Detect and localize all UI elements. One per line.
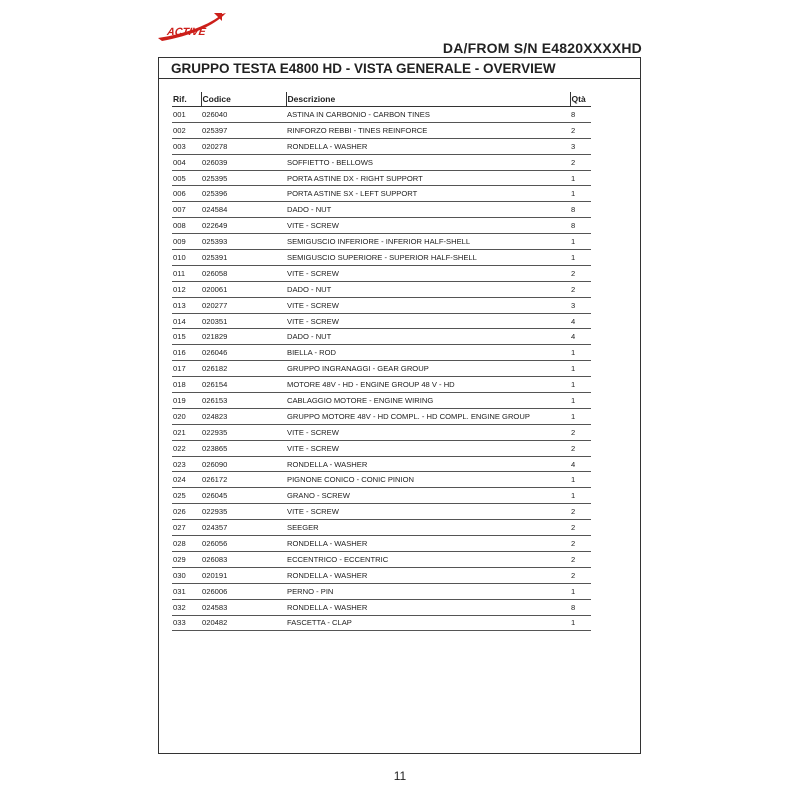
cell-quantity: 1	[570, 583, 591, 599]
cell-ref: 001	[172, 107, 201, 123]
cell-code: 026006	[201, 583, 286, 599]
table-row	[172, 186, 591, 202]
cell-description: FASCETTA - CLAP	[286, 615, 570, 631]
table-row	[172, 281, 591, 297]
cell-quantity: 3	[570, 138, 591, 154]
cell-ref: 002	[172, 122, 201, 138]
cell-code: 024583	[201, 599, 286, 615]
parts-table	[172, 92, 591, 631]
cell-quantity: 1	[570, 393, 591, 409]
cell-ref: 013	[172, 297, 201, 313]
cell-code: 020277	[201, 297, 286, 313]
cell-ref: 030	[172, 567, 201, 583]
parts-list-frame	[158, 57, 641, 754]
cell-ref: 019	[172, 393, 201, 409]
cell-description: DADO - NUT	[286, 202, 570, 218]
cell-code: 026154	[201, 377, 286, 393]
cell-quantity: 8	[570, 107, 591, 123]
cell-quantity: 4	[570, 456, 591, 472]
cell-quantity: 2	[570, 122, 591, 138]
table-row	[172, 297, 591, 313]
cell-description: VITE - SCREW	[286, 440, 570, 456]
cell-quantity: 1	[570, 408, 591, 424]
table-row	[172, 599, 591, 615]
cell-description: VITE - SCREW	[286, 297, 570, 313]
cell-code: 025393	[201, 234, 286, 250]
cell-quantity: 2	[570, 265, 591, 281]
cell-description: PORTA ASTINE DX - RIGHT SUPPORT	[286, 170, 570, 186]
cell-ref: 026	[172, 504, 201, 520]
cell-code: 026172	[201, 472, 286, 488]
cell-description: MOTORE 48V - HD - ENGINE GROUP 48 V - HD	[286, 377, 570, 393]
cell-code: 026056	[201, 536, 286, 552]
cell-code: 020061	[201, 281, 286, 297]
table-row	[172, 250, 591, 266]
parts-table-body	[172, 107, 591, 631]
cell-quantity: 2	[570, 281, 591, 297]
cell-description: VITE - SCREW	[286, 218, 570, 234]
table-row	[172, 377, 591, 393]
cell-description: VITE - SCREW	[286, 504, 570, 520]
cell-code: 022935	[201, 424, 286, 440]
table-row	[172, 520, 591, 536]
page-number: 11	[393, 769, 407, 783]
table-row	[172, 202, 591, 218]
table-row	[172, 154, 591, 170]
cell-description: RONDELLA - WASHER	[286, 138, 570, 154]
cell-ref: 031	[172, 583, 201, 599]
cell-description: PERNO - PIN	[286, 583, 570, 599]
table-row	[172, 313, 591, 329]
cell-ref: 027	[172, 520, 201, 536]
cell-ref: 028	[172, 536, 201, 552]
column-header-description: Descrizione	[286, 92, 570, 107]
table-header-row	[172, 92, 591, 107]
cell-description: GRUPPO MOTORE 48V - HD COMPL. - HD COMPL. ENGINE GROUP	[286, 408, 570, 424]
cell-description: RONDELLA - WASHER	[286, 599, 570, 615]
table-row	[172, 456, 591, 472]
cell-description: DADO - NUT	[286, 281, 570, 297]
table-row	[172, 393, 591, 409]
cell-ref: 010	[172, 250, 201, 266]
cell-code: 020191	[201, 567, 286, 583]
cell-quantity: 2	[570, 424, 591, 440]
table-row	[172, 107, 591, 123]
table-row	[172, 567, 591, 583]
cell-quantity: 1	[570, 170, 591, 186]
cell-ref: 006	[172, 186, 201, 202]
table-row	[172, 138, 591, 154]
cell-quantity: 2	[570, 551, 591, 567]
cell-description: PIGNONE CONICO - CONIC PINION	[286, 472, 570, 488]
table-row	[172, 551, 591, 567]
cell-ref: 009	[172, 234, 201, 250]
table-row	[172, 218, 591, 234]
cell-description: VITE - SCREW	[286, 424, 570, 440]
table-row	[172, 615, 591, 631]
cell-description: SEEGER	[286, 520, 570, 536]
cell-code: 026045	[201, 488, 286, 504]
cell-ref: 029	[172, 551, 201, 567]
table-row	[172, 536, 591, 552]
column-header-quantity: Qtà	[570, 92, 591, 107]
cell-quantity: 1	[570, 186, 591, 202]
cell-code: 026153	[201, 393, 286, 409]
cell-description: GRUPPO INGRANAGGI - GEAR GROUP	[286, 361, 570, 377]
cell-code: 026083	[201, 551, 286, 567]
cell-quantity: 4	[570, 313, 591, 329]
cell-code: 022649	[201, 218, 286, 234]
table-row	[172, 504, 591, 520]
cell-quantity: 1	[570, 377, 591, 393]
active-logo	[156, 12, 246, 42]
cell-ref: 022	[172, 440, 201, 456]
cell-quantity: 1	[570, 472, 591, 488]
cell-ref: 015	[172, 329, 201, 345]
cell-quantity: 2	[570, 504, 591, 520]
cell-ref: 033	[172, 615, 201, 631]
cell-code: 025396	[201, 186, 286, 202]
cell-ref: 005	[172, 170, 201, 186]
serial-range-label: DA/FROM S/N E4820XXXXHD	[442, 40, 642, 56]
cell-ref: 025	[172, 488, 201, 504]
cell-ref: 014	[172, 313, 201, 329]
table-row	[172, 234, 591, 250]
table-row	[172, 265, 591, 281]
cell-code: 024584	[201, 202, 286, 218]
cell-code: 025391	[201, 250, 286, 266]
cell-description: RONDELLA - WASHER	[286, 536, 570, 552]
cell-quantity: 1	[570, 488, 591, 504]
cell-ref: 007	[172, 202, 201, 218]
cell-code: 022935	[201, 504, 286, 520]
table-row	[172, 583, 591, 599]
cell-code: 026040	[201, 107, 286, 123]
cell-code: 020482	[201, 615, 286, 631]
cell-quantity: 1	[570, 250, 591, 266]
cell-code: 021829	[201, 329, 286, 345]
cell-description: SEMIGUSCIO SUPERIORE - SUPERIOR HALF-SHELL	[286, 250, 570, 266]
cell-description: RINFORZO REBBI - TINES REINFORCE	[286, 122, 570, 138]
cell-code: 020278	[201, 138, 286, 154]
cell-description: BIELLA - ROD	[286, 345, 570, 361]
table-row	[172, 488, 591, 504]
table-row	[172, 122, 591, 138]
cell-quantity: 1	[570, 615, 591, 631]
cell-description: RONDELLA - WASHER	[286, 567, 570, 583]
cell-code: 025397	[201, 122, 286, 138]
cell-description: DADO - NUT	[286, 329, 570, 345]
cell-code: 026182	[201, 361, 286, 377]
cell-quantity: 4	[570, 329, 591, 345]
section-title: GRUPPO TESTA E4800 HD - VISTA GENERALE - OVERVIEW	[159, 58, 640, 79]
cell-ref: 003	[172, 138, 201, 154]
cell-quantity: 2	[570, 567, 591, 583]
column-header-code: Codice	[201, 92, 286, 107]
cell-quantity: 8	[570, 202, 591, 218]
cell-ref: 017	[172, 361, 201, 377]
cell-description: VITE - SCREW	[286, 313, 570, 329]
cell-ref: 018	[172, 377, 201, 393]
cell-quantity: 1	[570, 234, 591, 250]
cell-ref: 012	[172, 281, 201, 297]
cell-ref: 008	[172, 218, 201, 234]
table-row	[172, 329, 591, 345]
cell-code: 024357	[201, 520, 286, 536]
cell-code: 023865	[201, 440, 286, 456]
table-row	[172, 361, 591, 377]
cell-quantity: 1	[570, 361, 591, 377]
cell-ref: 004	[172, 154, 201, 170]
cell-description: ECCENTRICO - ECCENTRIC	[286, 551, 570, 567]
cell-quantity: 2	[570, 536, 591, 552]
cell-quantity: 8	[570, 218, 591, 234]
cell-quantity: 8	[570, 599, 591, 615]
cell-quantity: 3	[570, 297, 591, 313]
cell-code: 026058	[201, 265, 286, 281]
cell-description: VITE - SCREW	[286, 265, 570, 281]
cell-description: PORTA ASTINE SX - LEFT SUPPORT	[286, 186, 570, 202]
column-header-ref: Rif.	[172, 92, 201, 107]
cell-ref: 021	[172, 424, 201, 440]
cell-ref: 011	[172, 265, 201, 281]
table-row	[172, 408, 591, 424]
cell-description: RONDELLA - WASHER	[286, 456, 570, 472]
table-row	[172, 472, 591, 488]
cell-description: GRANO - SCREW	[286, 488, 570, 504]
cell-description: CABLAGGIO MOTORE - ENGINE WIRING	[286, 393, 570, 409]
cell-code: 024823	[201, 408, 286, 424]
cell-ref: 024	[172, 472, 201, 488]
cell-description: ASTINA IN CARBONIO - CARBON TINES	[286, 107, 570, 123]
cell-quantity: 2	[570, 440, 591, 456]
cell-code: 026090	[201, 456, 286, 472]
cell-code: 020351	[201, 313, 286, 329]
cell-code: 026046	[201, 345, 286, 361]
cell-ref: 020	[172, 408, 201, 424]
cell-description: SOFFIETTO - BELLOWS	[286, 154, 570, 170]
cell-quantity: 2	[570, 154, 591, 170]
cell-ref: 016	[172, 345, 201, 361]
cell-description: SEMIGUSCIO INFERIORE - INFERIOR HALF-SHELL	[286, 234, 570, 250]
table-row	[172, 440, 591, 456]
cell-code: 025395	[201, 170, 286, 186]
cell-code: 026039	[201, 154, 286, 170]
table-row	[172, 170, 591, 186]
cell-ref: 023	[172, 456, 201, 472]
table-row	[172, 424, 591, 440]
table-row	[172, 345, 591, 361]
cell-ref: 032	[172, 599, 201, 615]
cell-quantity: 1	[570, 345, 591, 361]
cell-quantity: 2	[570, 520, 591, 536]
logo-text: ACTIVE	[166, 26, 207, 38]
